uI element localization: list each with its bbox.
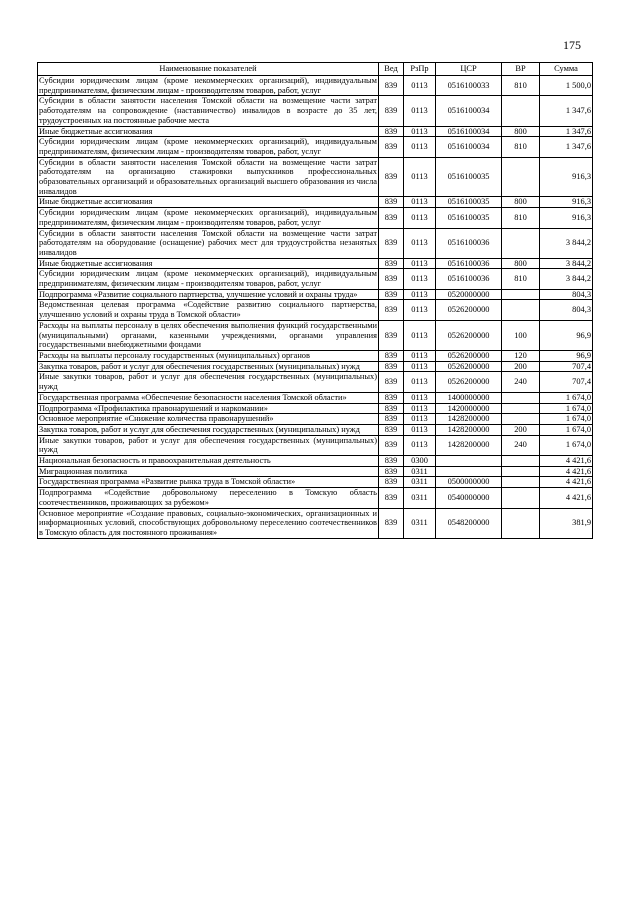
cell-ved: 839: [379, 258, 404, 269]
cell-ved: 839: [379, 488, 404, 508]
cell-vr: 240: [502, 372, 540, 392]
cell-csr: 0548200000: [436, 508, 502, 538]
cell-ved: 839: [379, 424, 404, 435]
cell-vr: 800: [502, 258, 540, 269]
cell-csr: [436, 466, 502, 477]
table-row: [38, 508, 593, 538]
cell-ved: 839: [379, 157, 404, 197]
cell-rzpr: 0113: [404, 96, 436, 126]
page-number: 175: [563, 38, 581, 52]
cell-vr: [502, 403, 540, 414]
cell-rzpr: 0113: [404, 350, 436, 361]
cell-ved: 839: [379, 350, 404, 361]
cell-csr: 0516100035: [436, 157, 502, 197]
table-row: [38, 76, 593, 96]
cell-vr: [502, 456, 540, 467]
table-row: [38, 96, 593, 126]
cell-ved: 839: [379, 456, 404, 467]
cell-rzpr: 0113: [404, 392, 436, 403]
cell-vr: [502, 300, 540, 320]
table-row: [38, 289, 593, 300]
cell-csr: 1428200000: [436, 424, 502, 435]
cell-name: Субсидии юридическим лицам (кроме некоммерческих организаций), индивидуальным предпринимателям, физическим лицам - производителям товаров, работ, услуг: [39, 269, 377, 289]
cell-ved: 839: [379, 466, 404, 477]
cell-vr: 120: [502, 350, 540, 361]
cell-ved: 839: [379, 197, 404, 208]
cell-ved: 839: [379, 96, 404, 126]
cell-name: Иные бюджетные ассигнования: [38, 126, 379, 137]
cell-vr: 810: [502, 76, 540, 96]
cell-vr: [502, 414, 540, 425]
cell-name: Подпрограмма «Содействие добровольному переселению в Томскую область соотечественников, проживающих за рубежом»: [39, 488, 377, 507]
cell-ved: 839: [379, 508, 404, 538]
table-body: [38, 76, 593, 539]
cell-rzpr: 0311: [404, 488, 436, 508]
cell-csr: 1428200000: [436, 414, 502, 425]
table-row: [38, 361, 593, 372]
cell-rzpr: 0311: [404, 466, 436, 477]
cell-ved: 839: [379, 477, 404, 488]
cell-rzpr: 0113: [404, 424, 436, 435]
cell-vr: 800: [502, 197, 540, 208]
cell-ved: 839: [379, 269, 404, 289]
cell-name: Закупка товаров, работ и услуг для обеспечения государственных (муниципальных) нужд: [38, 424, 379, 435]
cell-vr: [502, 392, 540, 403]
cell-csr: 0516100035: [436, 208, 502, 228]
cell-vr: 810: [502, 208, 540, 228]
cell-name: Иные закупки товаров, работ и услуг для обеспечения государственных (муниципальных) нужд: [39, 435, 377, 455]
cell-sum: 1 347,6: [540, 137, 593, 157]
cell-sum: 1 674,0: [540, 392, 593, 403]
cell-csr: 0526200000: [436, 350, 502, 361]
cell-vr: 810: [502, 137, 540, 157]
cell-rzpr: 0113: [404, 228, 436, 258]
cell-sum: 4 421,6: [540, 488, 593, 508]
cell-csr: 0500000000: [436, 477, 502, 488]
cell-sum: 3 844,2: [540, 258, 593, 269]
cell-csr: 0526200000: [436, 372, 502, 392]
table-row: [38, 208, 593, 228]
cell-vr: [502, 488, 540, 508]
cell-ved: 839: [379, 361, 404, 372]
cell-name: Субсидии юридическим лицам (кроме некоммерческих организаций), индивидуальным предпринимателям, физическим лицам - производителям товаров, работ, услуг: [39, 208, 377, 227]
cell-name: Государственная программа «Развитие рынка труда в Томской области»: [38, 477, 379, 488]
header-name: Наименование показателей: [38, 63, 379, 76]
cell-sum: 96,9: [540, 350, 593, 361]
cell-rzpr: 0311: [404, 477, 436, 488]
cell-rzpr: 0113: [404, 320, 436, 350]
cell-csr: 1420000000: [436, 403, 502, 414]
table-row: [38, 126, 593, 137]
table-header-row: [38, 63, 593, 76]
cell-ved: 839: [379, 126, 404, 137]
cell-name: Миграционная политика: [38, 466, 379, 477]
cell-name: Государственная программа «Обеспечение безопасности населения Томской области»: [38, 392, 379, 403]
cell-sum: 4 421,6: [540, 466, 593, 477]
cell-rzpr: 0113: [404, 197, 436, 208]
cell-vr: [502, 466, 540, 477]
cell-name: Подпрограмма «Развитие социального партнерства, улучшение условий и охраны труда»: [38, 289, 379, 300]
cell-sum: 1 674,0: [540, 435, 593, 455]
cell-ved: 839: [379, 414, 404, 425]
header-csr: ЦСР: [436, 63, 502, 76]
cell-sum: 1 674,0: [540, 403, 593, 414]
table-row: [38, 258, 593, 269]
cell-name: Иные закупки товаров, работ и услуг для обеспечения государственных (муниципальных) нужд: [39, 372, 377, 392]
cell-name: Расходы на выплаты персоналу государственных (муниципальных) органов: [38, 350, 379, 361]
cell-rzpr: 0113: [404, 269, 436, 289]
table-row: [38, 137, 593, 157]
cell-vr: [502, 508, 540, 538]
cell-name: Субсидии в области занятости населения Томской области на возмещение части затрат работодателям на организацию стажировки выпускников профессиональных образовательных организаций и образовательных организаций высшего образования из числа инвалидов: [39, 157, 377, 196]
cell-vr: 100: [502, 320, 540, 350]
cell-rzpr: 0113: [404, 137, 436, 157]
cell-sum: 1 347,6: [540, 96, 593, 126]
cell-ved: 839: [379, 208, 404, 228]
cell-rzpr: 0113: [404, 289, 436, 300]
table-row: [38, 197, 593, 208]
cell-csr: 1400000000: [436, 392, 502, 403]
cell-ved: 839: [379, 76, 404, 96]
cell-rzpr: 0113: [404, 435, 436, 455]
cell-sum: 1 347,6: [540, 126, 593, 137]
cell-rzpr: 0113: [404, 414, 436, 425]
cell-ved: 839: [379, 435, 404, 455]
cell-sum: 4 421,6: [540, 456, 593, 467]
cell-name: Субсидии юридическим лицам (кроме некоммерческих организаций), индивидуальным предпринимателям, физическим лицам - производителям товаров, работ, услуг: [39, 137, 377, 156]
cell-csr: 0516100035: [436, 197, 502, 208]
header-ved: Вед: [379, 63, 404, 76]
cell-rzpr: 0300: [404, 456, 436, 467]
cell-vr: 200: [502, 361, 540, 372]
cell-sum: 1 674,0: [540, 414, 593, 425]
cell-sum: 804,3: [540, 289, 593, 300]
cell-csr: 0526200000: [436, 361, 502, 372]
table-row: [38, 350, 593, 361]
table-row: [38, 424, 593, 435]
cell-sum: 916,3: [540, 157, 593, 197]
cell-name: Подпрограмма «Профилактика правонарушений и наркомании»: [38, 403, 379, 414]
cell-csr: 0516100036: [436, 258, 502, 269]
cell-vr: [502, 228, 540, 258]
cell-name: Субсидии в области занятости населения Томской области на возмещение части затрат работодателям на оборудование (оснащение) рабочих мест для трудоустройства незанятых инвалидов: [39, 228, 377, 257]
cell-name: Основное мероприятие «Создание правовых, социально-экономических, организационных и информационных условий, способствующих добровольному переселению соотечественников в Томскую область для постоянного проживания»: [39, 508, 377, 537]
table-row: [38, 228, 593, 258]
cell-ved: 839: [379, 300, 404, 320]
cell-rzpr: 0113: [404, 300, 436, 320]
cell-sum: 804,3: [540, 300, 593, 320]
cell-csr: 0526200000: [436, 320, 502, 350]
cell-ved: 839: [379, 392, 404, 403]
cell-rzpr: 0113: [404, 208, 436, 228]
cell-vr: [502, 96, 540, 126]
cell-vr: 810: [502, 269, 540, 289]
cell-ved: 839: [379, 403, 404, 414]
table-row: [38, 300, 593, 320]
cell-name: Субсидии юридическим лицам (кроме некоммерческих организаций), индивидуальным предпринимателям, физическим лицам - производителям товаров, работ, услуг: [39, 76, 377, 95]
table-row: [38, 157, 593, 197]
cell-csr: 0516100036: [436, 269, 502, 289]
cell-rzpr: 0113: [404, 403, 436, 414]
table-row: [38, 269, 593, 289]
cell-ved: 839: [379, 137, 404, 157]
cell-csr: 0516100034: [436, 126, 502, 137]
table-row: [38, 372, 593, 392]
cell-vr: 800: [502, 126, 540, 137]
table-row: [38, 456, 593, 467]
cell-rzpr: 0113: [404, 157, 436, 197]
cell-name: Ведомственная целевая программа «Содействие развитию социального партнерства, улучшению условий и охраны труда в Томской области»: [39, 300, 377, 320]
cell-csr: 1428200000: [436, 435, 502, 455]
cell-name: Субсидии в области занятости населения Томской области на возмещение части затрат работодателям на сопровождение (наставничество) инвалидов в возрасте до 35 лет, трудоустроенных на постоянные рабочие места: [39, 96, 377, 125]
budget-table: [37, 62, 593, 539]
cell-name: Иные бюджетные ассигнования: [38, 258, 379, 269]
header-vr: ВР: [502, 63, 540, 76]
cell-vr: 240: [502, 435, 540, 455]
cell-name: Основное мероприятие «Снижение количества правонарушений»: [38, 414, 379, 425]
cell-vr: [502, 289, 540, 300]
cell-ved: 839: [379, 320, 404, 350]
table-row: [38, 403, 593, 414]
cell-csr: 0540000000: [436, 488, 502, 508]
cell-ved: 839: [379, 228, 404, 258]
cell-rzpr: 0113: [404, 361, 436, 372]
cell-vr: [502, 477, 540, 488]
cell-rzpr: 0311: [404, 508, 436, 538]
cell-csr: 0516100033: [436, 76, 502, 96]
cell-sum: 1 500,0: [540, 76, 593, 96]
cell-sum: 4 421,6: [540, 477, 593, 488]
table-row: [38, 488, 593, 508]
cell-sum: 707,4: [540, 372, 593, 392]
cell-ved: 839: [379, 372, 404, 392]
table-row: [38, 320, 593, 350]
cell-rzpr: 0113: [404, 76, 436, 96]
cell-csr: 0520000000: [436, 289, 502, 300]
cell-csr: 0526200000: [436, 300, 502, 320]
cell-sum: 96,9: [540, 320, 593, 350]
table-row: [38, 392, 593, 403]
cell-sum: 916,3: [540, 197, 593, 208]
cell-name: Расходы на выплаты персоналу в целях обеспечения выполнения функций государственными (муниципальными) органами, казенными учреждениями, органами управления государственными внебюджетными фондами: [39, 320, 377, 350]
cell-csr: 0516100034: [436, 96, 502, 126]
cell-vr: [502, 157, 540, 197]
cell-rzpr: 0113: [404, 126, 436, 137]
table-row: [38, 477, 593, 488]
cell-csr: [436, 456, 502, 467]
table-row: [38, 435, 593, 455]
cell-vr: 200: [502, 424, 540, 435]
header-rzpr: РзПр: [404, 63, 436, 76]
cell-name: Закупка товаров, работ и услуг для обеспечения государственных (муниципальных) нужд: [38, 361, 379, 372]
cell-sum: 1 674,0: [540, 424, 593, 435]
cell-sum: 707,4: [540, 361, 593, 372]
table-row: [38, 414, 593, 425]
cell-sum: 381,9: [540, 508, 593, 538]
cell-csr: 0516100034: [436, 137, 502, 157]
cell-rzpr: 0113: [404, 372, 436, 392]
cell-name: Национальная безопасность и правоохранительная деятельность: [38, 456, 379, 467]
header-sum: Сумма: [540, 63, 593, 76]
cell-sum: 916,3: [540, 208, 593, 228]
cell-rzpr: 0113: [404, 258, 436, 269]
cell-csr: 0516100036: [436, 228, 502, 258]
table-row: [38, 466, 593, 477]
cell-name: Иные бюджетные ассигнования: [38, 197, 379, 208]
cell-sum: 3 844,2: [540, 228, 593, 258]
cell-ved: 839: [379, 289, 404, 300]
cell-sum: 3 844,2: [540, 269, 593, 289]
